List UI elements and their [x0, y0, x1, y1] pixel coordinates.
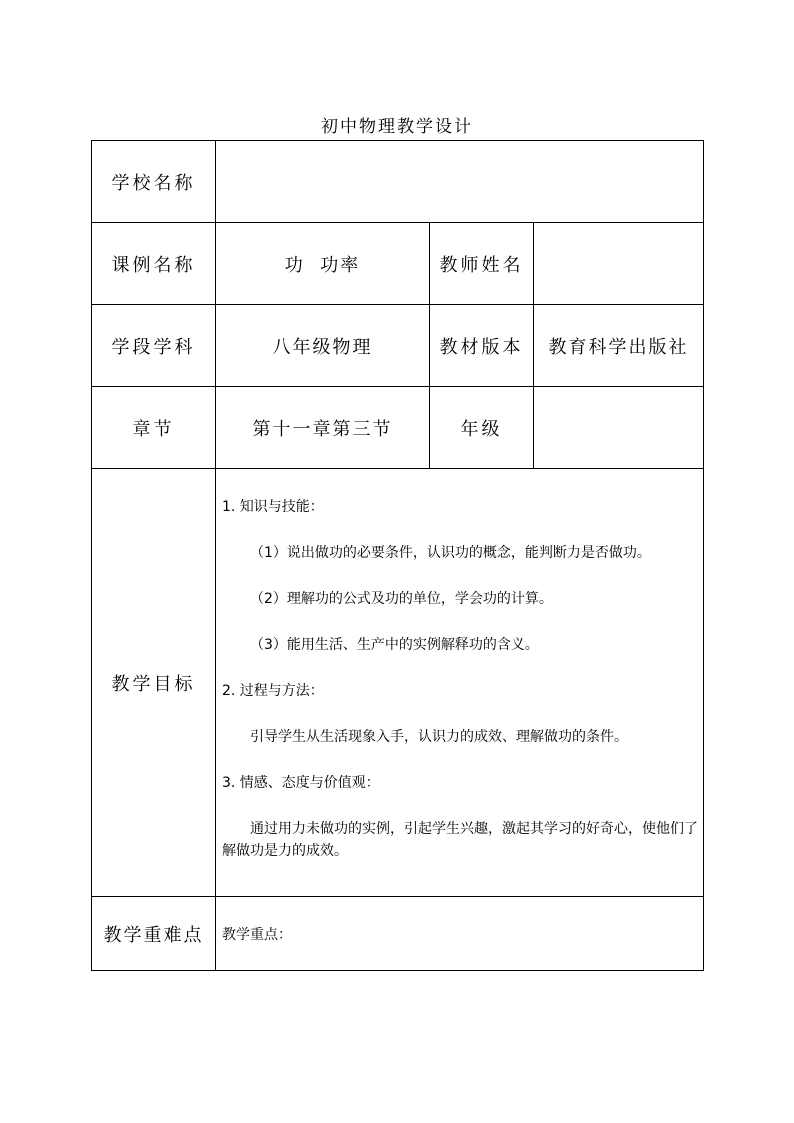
- chapter-row: [92, 387, 704, 469]
- stage-subject-label: 学段学科: [92, 305, 216, 387]
- goals-row: [92, 469, 704, 897]
- goal-item: （1）说出做功的必要条件，认识功的概念，能判断力是否做功。: [250, 545, 651, 561]
- stage-row: [92, 305, 704, 387]
- textbook-edition-label: 教材版本: [430, 305, 534, 387]
- chapter-label: 章节: [92, 387, 216, 469]
- goal-section-3-text: 通过用力未做功的实例，引起学生兴趣，激起其学习的好奇心，使他们了解做功是力的成效。: [222, 821, 698, 859]
- goal-section-2-text: 引导学生从生活现象入手，认识力的成效、理解做功的条件。: [250, 729, 628, 745]
- teaching-goals-label: 教学目标: [92, 469, 216, 897]
- stage-subject-value: 八年级物理: [216, 305, 430, 387]
- key-points-value: 教学重点：: [216, 897, 704, 971]
- goal-section-1-title: 1. 知识与技能：: [222, 499, 324, 515]
- lesson-name-value: 功 功率: [216, 223, 430, 305]
- goal-item: （3）能用生活、生产中的实例解释功的含义。: [250, 637, 539, 653]
- key-points-label: 教学重难点: [92, 897, 216, 971]
- goal-section-3-title: 3. 情感、态度与价值观：: [222, 775, 380, 791]
- goal-item: （2）理解功的公式及功的单位，学会功的计算。: [250, 591, 553, 607]
- goal-section-2-title: 2. 过程与方法：: [222, 683, 324, 699]
- lesson-name-label: 课例名称: [92, 223, 216, 305]
- teaching-goals-content: [216, 469, 704, 897]
- lesson-plan-table: [91, 140, 704, 971]
- textbook-edition-value: 教育科学出版社: [534, 305, 704, 387]
- teacher-name-label: 教师姓名: [430, 223, 534, 305]
- lesson-row: [92, 223, 704, 305]
- document-title: 初中物理教学设计: [321, 117, 473, 137]
- school-name-value: [216, 141, 704, 223]
- key-points-row: [92, 897, 704, 971]
- chapter-value: 第十一章第三节: [216, 387, 430, 469]
- school-name-label: 学校名称: [92, 141, 216, 223]
- school-row: [92, 141, 704, 223]
- grade-label: 年级: [430, 387, 534, 469]
- grade-value: [534, 387, 704, 469]
- teacher-name-value: [534, 223, 704, 305]
